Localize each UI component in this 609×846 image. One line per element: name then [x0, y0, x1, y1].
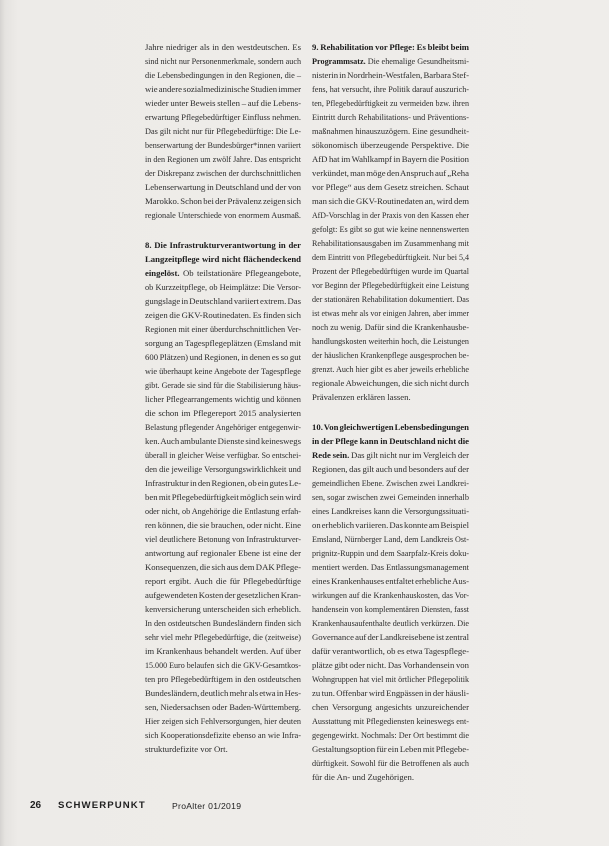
text-line	[145, 462, 301, 476]
text-line	[312, 448, 469, 462]
text-line	[312, 362, 469, 376]
text-line	[145, 138, 301, 152]
line-text: Prozent der Pflegebedürftigen wurde im Quartal	[312, 266, 469, 276]
line-text: ben mit Pflegebedürftigkeit möglich sein wird	[145, 492, 301, 502]
line-text: Eintritt durch Rehabilitations- und Präventions-	[312, 112, 469, 122]
line-text: regionale Abweichungen, die sich nicht durch	[312, 378, 469, 388]
text-line	[312, 348, 469, 362]
text-line	[145, 518, 301, 532]
text-line	[145, 252, 301, 266]
line-text: licher Pflegearrangements wichtig und können	[145, 394, 301, 404]
line-text: mentiert werden. Das Entlassungsmanagement	[312, 562, 469, 572]
paragraph	[145, 40, 301, 222]
text-line	[312, 208, 469, 222]
line-text: der häuslichen Krankenpflege ausgesprochen be-	[312, 350, 469, 360]
paragraph	[145, 238, 301, 756]
text-line	[312, 504, 469, 518]
line-text: Ausstattung mit Pflegediensten keineswegs ent-	[312, 716, 469, 726]
line-text: on erheblich variieren. Das konnte am Beispiel	[312, 520, 469, 530]
text-line	[145, 588, 301, 602]
body-text: Das gilt nicht nur im Vergleich der	[351, 450, 470, 460]
text-line	[312, 152, 469, 166]
line-text: zu tun. Offenbar wird Engpässen in der häusli-	[312, 688, 469, 698]
bold-heading-text: in der Pflege kann in Deutschland nicht die	[312, 436, 469, 446]
text-line	[145, 714, 301, 728]
text-line	[312, 180, 469, 194]
text-line	[312, 68, 469, 82]
line-text: eines Landkreises kann die Versorgungssituati-	[312, 506, 469, 516]
line-text: Das gilt nicht nur für Pflegebedürftige: Die Le-	[145, 126, 301, 136]
paragraph	[312, 420, 469, 784]
line-text: Governance auf der Landkreisebene ist zentral	[312, 632, 469, 642]
line-text: ob Kurzzeitpflege, ob Heimplätze: Die Versor-	[145, 282, 301, 292]
line-text: gemeindlichen Ebene. Zwischen zwei Landkrei-	[312, 478, 469, 488]
line-text: sökonomisch überzeugende Perspektive. Die	[312, 140, 469, 150]
text-line	[145, 448, 301, 462]
text-line	[145, 194, 301, 208]
paragraph	[312, 40, 469, 404]
text-line	[312, 320, 469, 334]
text-line	[145, 180, 301, 194]
line-text: wie andere sozialmedizinische Studien immer	[145, 84, 301, 94]
text-line	[145, 166, 301, 180]
line-text: viel deutlichere Betonung von Infrastrukturver-	[145, 534, 301, 544]
line-text: die schon im Pflegereport 2015 analysierten	[145, 408, 301, 418]
text-line	[145, 110, 301, 124]
text-line	[312, 138, 469, 152]
line-text: Wohngruppen hat viel mit örtlicher Pflegepolitik	[312, 674, 469, 684]
text-line	[145, 672, 301, 686]
text-line	[312, 728, 469, 742]
text-line	[312, 742, 469, 756]
bold-heading-text: 8. Die Infrastrukturverantwortung in der	[145, 240, 301, 250]
line-text: der Diskrepanz zwischen der durchschnittlichen	[145, 168, 301, 178]
bold-heading-text: Rede sein.	[312, 450, 350, 460]
text-line	[312, 40, 469, 54]
text-line	[145, 40, 301, 54]
text-line	[145, 532, 301, 546]
text-line	[145, 308, 301, 322]
body-text: Ob teilstationäre Pflegeangebote,	[182, 268, 301, 278]
text-line	[145, 238, 301, 252]
line-text: Belastung pflegender Angehöriger entgegenwir-	[145, 422, 301, 432]
text-line	[312, 756, 469, 770]
text-line	[145, 152, 301, 166]
text-line	[312, 560, 469, 574]
text-line	[312, 390, 469, 404]
text-line	[145, 280, 301, 294]
text-line	[145, 546, 301, 560]
issue-label: ProAlter 01/2019	[172, 801, 242, 811]
text-line	[145, 742, 301, 756]
line-text: der stationären Rehabilitation dokumentiert. Das	[312, 294, 469, 304]
text-line	[312, 616, 469, 630]
bold-heading-text: Programmsatz.	[312, 56, 366, 66]
text-line	[145, 560, 301, 574]
text-line	[312, 420, 469, 434]
text-line	[312, 714, 469, 728]
line-text: gibt. Gerade sie sind für die Stabilisierung häus-	[145, 380, 301, 390]
text-line	[312, 630, 469, 644]
line-text: Regionen mit einer überdurchschnittlichen Ver-	[145, 324, 301, 334]
line-text: 600 Plätzen) und Regionen, in denen es so gut	[145, 352, 301, 362]
text-line	[312, 292, 469, 306]
line-text	[312, 40, 469, 54]
line-text	[145, 238, 301, 252]
line-text: Emsland, Nürnberger Land, dem Landkreis Ost-	[312, 534, 469, 544]
line-text: dürftigkeit. Sowohl für die Betroffenen als auch	[312, 758, 469, 768]
page-number: 26	[30, 800, 42, 811]
line-text: die Lebensbedingungen in den Regionen, die –	[145, 70, 301, 80]
line-text: Jahre niedriger als in den westdeutschen. Es	[145, 42, 301, 52]
text-line	[312, 644, 469, 658]
line-text: 15.000 Euro belaufen sich die GKV-Gesamtkos-	[145, 660, 301, 670]
text-line	[312, 490, 469, 504]
text-line	[312, 532, 469, 546]
line-text: wie überhaupt keine Angebote der Tagespflege	[145, 366, 301, 376]
text-line	[145, 82, 301, 96]
text-line	[145, 434, 301, 448]
line-text: wirkungen auf die Krankenhauskosten, das Vor-	[312, 590, 469, 600]
text-line	[312, 194, 469, 208]
line-text: antwortung auf regionaler Ebene ist eine der	[145, 548, 301, 558]
line-text: vor Pflege“ aus dem Gesetz streichen. Schaut	[312, 182, 469, 192]
bold-heading-text: 9. Rehabilitation vor Pflege: Es bleibt beim	[312, 42, 469, 52]
bold-heading-text: eingelöst.	[145, 268, 180, 278]
line-text: aufgewendeten Kosten der gesetzlichen Kran-	[145, 590, 301, 600]
text-line	[312, 476, 469, 490]
text-line	[145, 350, 301, 364]
line-text: plätze gibt oder nicht. Das Vorhandensein von	[312, 660, 469, 670]
line-text: benserwartung der Bundesbürger*innen variiert	[145, 140, 301, 150]
text-line	[145, 686, 301, 700]
text-line	[312, 110, 469, 124]
text-line	[145, 322, 301, 336]
text-line	[145, 336, 301, 350]
text-line	[312, 264, 469, 278]
text-line	[312, 434, 469, 448]
text-line	[312, 462, 469, 476]
text-line	[312, 574, 469, 588]
line-text: In den ostdeutschen Bundesländern finden sich	[145, 618, 301, 628]
text-line	[145, 208, 301, 222]
line-text: sorgung an Tagespflegeplätzen (Emsland mit	[145, 338, 301, 348]
line-text: strukturdefizite vor Ort.	[145, 744, 228, 754]
line-text: oder nicht, ob Angehörige die Entlastung erfah-	[145, 506, 301, 516]
line-text: AfD hat im Wahlkampf in Bayern die Position	[312, 154, 469, 164]
text-line	[312, 602, 469, 616]
text-line	[312, 770, 469, 784]
text-line	[145, 124, 301, 138]
text-line	[145, 602, 301, 616]
text-line	[145, 378, 301, 392]
text-line	[312, 672, 469, 686]
text-line	[145, 406, 301, 420]
line-text	[145, 252, 301, 266]
line-text: Hier zeigen sich Fehlversorgungen, hier deuten	[145, 716, 301, 726]
line-text: dem Eintritt von Pflegebedürftigkeit. Nur bei 5,4	[312, 252, 469, 262]
line-text: Marokko. Schon bei der Prävalenz zeigen sich	[145, 196, 301, 206]
text-line	[312, 306, 469, 320]
line-text: sen, Niedersachsen oder Baden-Württemberg.	[145, 702, 301, 712]
line-text: handlungskosten weiterhin hoch, die Leistungen	[312, 336, 469, 346]
line-text: den die jeweilige Versorgungswirklichkeit und	[145, 464, 301, 474]
line-text: man sich die GKV-Routinedaten an, wird dem	[312, 196, 469, 206]
line-text	[145, 266, 301, 280]
line-text: sich Kooperationsdefizite ebenso an wie Infra-	[145, 730, 301, 740]
line-text: Konsequenzen, die sich aus dem DAK Pflege-	[145, 562, 301, 572]
text-line	[145, 68, 301, 82]
text-line	[312, 96, 469, 110]
line-text: sehr viel mehr Pflegebedürftige, die (zeitweise)	[145, 632, 301, 642]
line-text: AfD-Vorschlag in der Praxis von den Kassen eher	[312, 210, 469, 220]
line-text	[312, 420, 469, 434]
line-text: dafür verantwortlich, ob es etwa Tagespflege-	[312, 646, 469, 656]
line-text: Prävalenzen erklären lassen.	[312, 392, 411, 402]
text-line	[145, 616, 301, 630]
line-text: ten, Pflegebedürftigkeit zu vermeiden bzw. ihren	[312, 98, 469, 108]
bold-heading-text: 10. Von gleichwertigen Lebensbedingungen	[312, 422, 469, 432]
line-text: eines Krankenhauses entfaltet erhebliche Aus-	[312, 576, 469, 586]
text-line	[312, 166, 469, 180]
line-text: verkündet, man möge den Anspruch auf „Reha	[312, 168, 469, 178]
line-text	[312, 448, 469, 462]
text-line	[145, 574, 301, 588]
line-text: ten pro Pflegebedürftigem in den ostdeutschen	[145, 674, 301, 684]
text-line	[312, 518, 469, 532]
line-text: ist etwas mehr als vor einigen Jahren, aber immer	[312, 308, 469, 318]
text-line	[312, 700, 469, 714]
line-text: Rehabilitationsausgaben im Zusammenhang mit	[312, 238, 469, 248]
text-line	[145, 392, 301, 406]
line-text: ren können, die sie brauchen, oder nicht. Eine	[145, 520, 301, 530]
line-text: wieder unter Beweis stellen – auf die Lebens-	[145, 98, 301, 108]
text-line	[312, 82, 469, 96]
text-line	[145, 476, 301, 490]
line-text: noch zu wenig. Dafür sind die Krankenhausbe-	[312, 322, 469, 332]
line-text: regionale Unterschiede von enormem Ausmaß.	[145, 210, 301, 220]
text-line	[145, 294, 301, 308]
line-text: Regionen, das gilt auch und besonders auf der	[312, 464, 469, 474]
line-text: Bundesländern, deutlich mehr als etwa in Hes-	[145, 688, 301, 698]
text-line	[145, 700, 301, 714]
line-text: gungslage in Deutschland variiert extrem. Das	[145, 296, 301, 306]
text-line	[145, 96, 301, 110]
text-line	[145, 658, 301, 672]
line-text: handensein von komplementären Diensten, fasst	[312, 604, 469, 614]
text-line	[145, 504, 301, 518]
line-text: maßnahmen hinauszuzögern. Eine gesundheit-	[312, 126, 469, 136]
text-line	[312, 54, 469, 68]
text-line	[312, 588, 469, 602]
text-line	[145, 364, 301, 378]
line-text: im Krankenhaus behandelt werden. Auf über	[145, 646, 301, 656]
line-text: Gestaltungsoption für ein Leben mit Pflegebe-	[312, 744, 469, 754]
text-line	[312, 686, 469, 700]
line-text: in den Regionen um zwölf Jahre. Das entspricht	[145, 154, 301, 164]
line-text: vor Beginn der Pflegebedürftigkeit eine Leistung	[312, 280, 469, 290]
line-text: erwartung Pflegebedürftiger Einfluss nehmen.	[145, 112, 301, 122]
article-column-right	[312, 40, 469, 784]
line-text: sind nicht nur Personenmerkmale, sondern auch	[145, 56, 301, 66]
text-line	[145, 630, 301, 644]
line-text: gefolgt: Es gibt so gut wie keine nennenswerten	[312, 224, 469, 234]
text-line	[145, 490, 301, 504]
line-text: für die An- und Zugehörigen.	[312, 772, 415, 782]
text-line	[145, 644, 301, 658]
line-text: zeigen die GKV-Routinedaten. Es finden sich	[145, 310, 301, 320]
text-line	[312, 250, 469, 264]
text-line	[312, 278, 469, 292]
text-line	[312, 658, 469, 672]
line-text	[312, 54, 469, 68]
line-text: Krankenhausaufenthalte deutlich verkürzen. Die	[312, 618, 469, 628]
line-text: gegengewirkt. Nochmals: Der Ort bestimmt die	[312, 730, 469, 740]
article-column-left	[145, 40, 301, 756]
line-text: nisterin in Nordrhein-Westfalen, Barbara Stef-	[312, 70, 469, 80]
text-line	[145, 266, 301, 280]
body-text: Die ehemalige Gesundheitsmi-	[367, 56, 469, 66]
text-line	[145, 54, 301, 68]
line-text: Lebenserwartung in Deutschland und der von	[145, 182, 301, 192]
line-text: kenversicherung unterscheiden sich erheblich.	[145, 604, 301, 614]
text-line	[312, 124, 469, 138]
line-text: Infrastruktur in den Regionen, ob ein gutes Le-	[145, 478, 301, 488]
text-line	[312, 376, 469, 390]
text-line	[312, 334, 469, 348]
line-text: report ergibt. Auch die für Pflegebedürftige	[145, 576, 301, 586]
line-text: prignitz-Ruppin und dem Saarpfalz-Kreis doku-	[312, 548, 469, 558]
bold-heading-text: Langzeitpflege wird nicht flächendeckend	[145, 254, 301, 264]
text-line	[145, 728, 301, 742]
line-text: überall in gleicher Weise verfügbar. So entschei-	[145, 450, 301, 460]
section-label: SCHWERPUNKT	[58, 800, 146, 811]
line-text: grenzt. Auch hier gibt es aber jeweils erhebliche	[312, 364, 469, 374]
line-text: sen, sogar zwischen zwei Gemeinden innerhalb	[312, 492, 469, 502]
text-line	[145, 420, 301, 434]
line-text: chen Versorgung angesichts unzureichender	[312, 702, 469, 712]
line-text	[312, 434, 469, 448]
text-line	[312, 236, 469, 250]
line-text: fens, hat versucht, ihre Politik darauf auszurich-	[312, 84, 469, 94]
line-text: ken. Auch ambulante Dienste sind keineswegs	[145, 436, 301, 446]
text-line	[312, 546, 469, 560]
text-line	[312, 222, 469, 236]
